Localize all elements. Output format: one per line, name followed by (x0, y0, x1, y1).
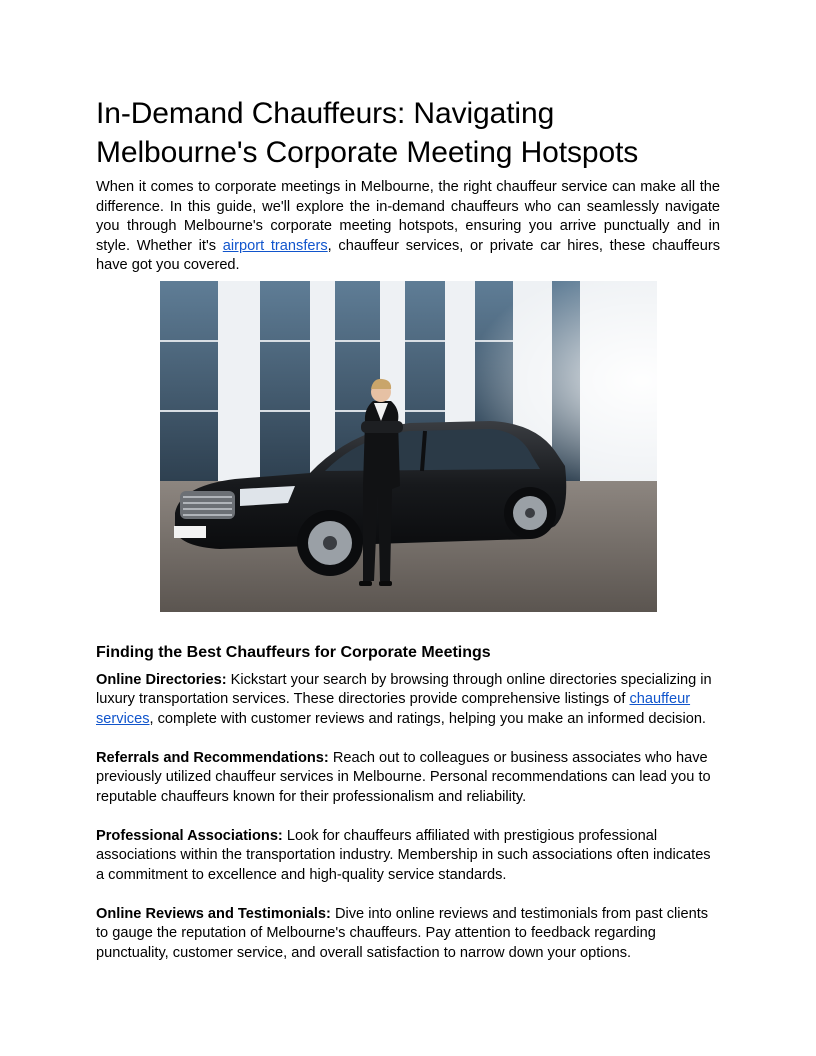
paragraph-label: Referrals and Recommendations: (96, 749, 329, 766)
paragraph-text-end: , complete with customer reviews and ratings, helping you make an informed decision. (149, 710, 706, 727)
document-page (96, 94, 720, 983)
referrals-paragraph (96, 749, 720, 808)
paragraph-text: Kickstart your search by browsing through online directories specializing in luxury transportation services. These directories provide comprehensive listings of (96, 671, 712, 707)
chauffeur-services-link[interactable]: chauffeur services (96, 691, 691, 727)
reviews-paragraph (96, 905, 720, 964)
section-body (96, 671, 720, 964)
airport-transfers-link[interactable]: airport transfers (222, 237, 328, 254)
associations-paragraph (96, 827, 720, 886)
paragraph-text: Dive into online reviews and testimonials from past clients to gauge the reputation of Melbourne's chauffeurs. Pay attention to feedback regarding punctuality, customer service, and overall satisfaction to narrow down your options. (96, 905, 709, 961)
page-title: In-Demand Chauffeurs: Navigating Melbourne's Corporate Meeting Hotspots (96, 97, 639, 169)
paragraph-text: Reach out to colleagues or business associates who have previously utilized chauffeur services in Melbourne. Personal recommendations can lead you to reputable chauffeurs known for their professionalism and reliability. (96, 749, 711, 805)
paragraph-label: Online Directories: (96, 671, 227, 688)
chauffeur-car-photo (160, 281, 657, 612)
paragraph-label: Professional Associations: (96, 827, 283, 844)
intro-text-start: When it comes to corporate meetings in Melbourne, the right chauffeur service can make all the difference. In this guide, we'll explore the in-demand chauffeurs who can seamlessly navigate you through Melbourne's corporate meeting hotspots, ensuring you arrive punctually and in style. Whether it's (96, 179, 720, 254)
intro-paragraph (96, 178, 720, 276)
paragraph-label: Online Reviews and Testimonials: (96, 905, 331, 922)
online-directories-paragraph (96, 671, 720, 730)
paragraph-text: Look for chauffeurs affiliated with prestigious professional associations within the transportation industry. Membership in such associations often indicates a commitment to excellence and high-quality service standards. (96, 827, 711, 883)
intro-text-end: , chauffeur services, or private car hires, these chauffeurs have got you covered. (96, 237, 720, 273)
section-heading: Finding the Best Chauffeurs for Corporate Meetings (96, 643, 491, 661)
